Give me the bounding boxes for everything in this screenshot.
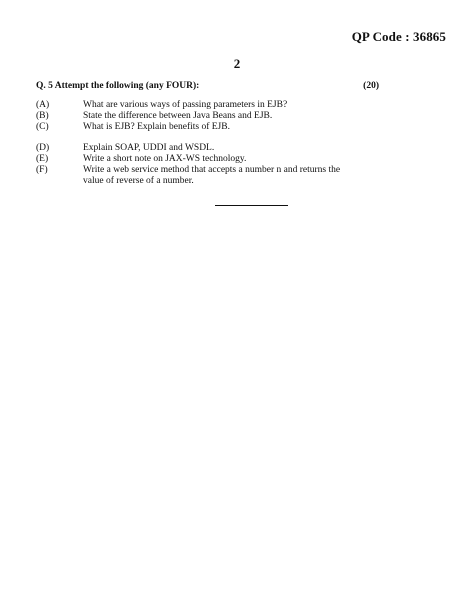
end-rule [215,205,288,206]
item-text: Explain SOAP, UDDI and WSDL. [83,143,215,153]
item-label: (C) [36,122,49,132]
item-label: (B) [36,111,49,121]
item-label: (F) [36,165,48,175]
item-label: (E) [36,154,49,164]
question-title: Q. 5 Attempt the following (any FOUR): [36,81,200,91]
item-text: What is EJB? Explain benefits of EJB. [83,122,230,132]
item-text: Write a short note on JAX-WS technology. [83,154,247,164]
item-text: What are various ways of passing parameters in EJB? [83,100,288,110]
item-text: State the difference between Java Beans and EJB. [83,111,273,121]
page-number: 2 [233,56,241,71]
qp-code: QP Code : 36865 [351,29,446,44]
item-label: (D) [36,143,50,153]
question-marks: (20) [363,81,379,91]
item-label: (A) [36,100,50,110]
item-text: Write a web service method that accepts a number n and returns the value of reverse of a number. [83,165,341,186]
